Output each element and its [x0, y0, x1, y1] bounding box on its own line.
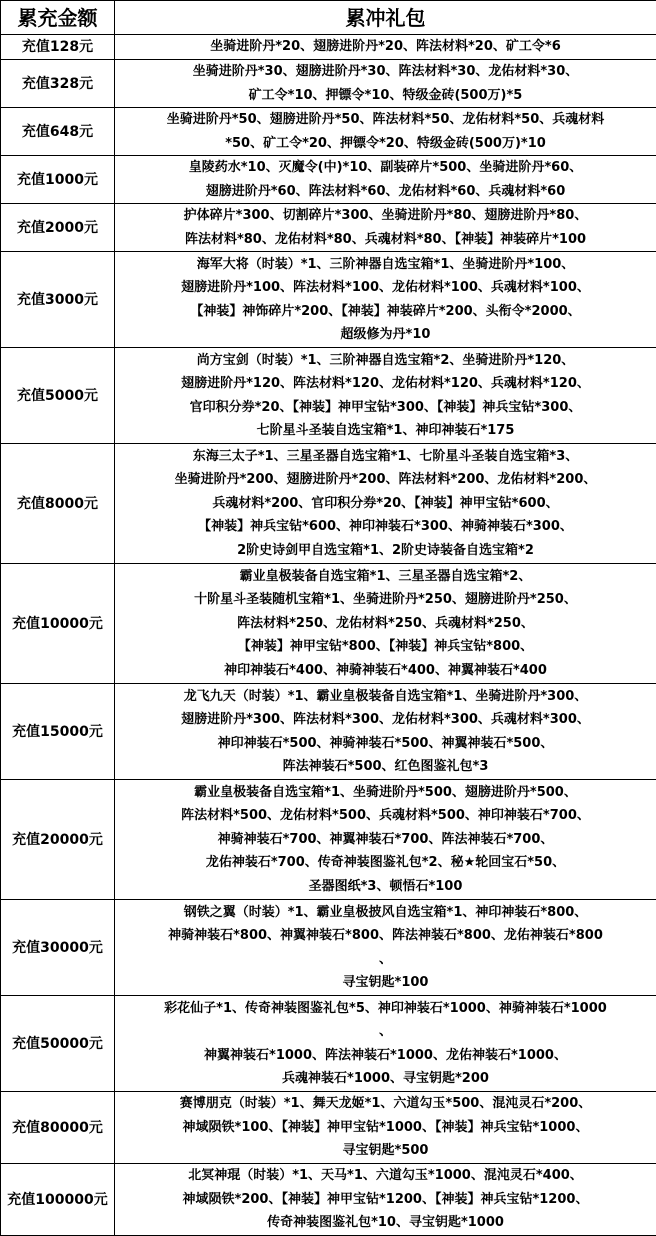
recharge-amount: 充值328元 — [1, 60, 115, 108]
reward-list: 坐骑进阶丹*20、翅膀进阶丹*20、阵法材料*20、矿工令*6 — [115, 35, 656, 60]
reward-list: 龙飞九天（时装）*1、霸业皇极装备自选宝箱*1、坐骑进阶丹*300、 翅膀进阶丹*300、阵法材料*300、龙佑材料*300、兵魂材料*300、 神印神装石*500、神骑神装石*500、神翼神装石*500、 阵法神装石*500、红色图鉴礼包*3 — [115, 684, 656, 780]
table-row — [1, 108, 656, 156]
table-row — [1, 1092, 656, 1164]
reward-list: 彩花仙子*1、传奇神装图鉴礼包*5、神印神装石*1000、神骑神装石*1000 、 神翼神装石*1000、阵法神装石*1000、龙佑神装石*1000、 兵魂神装石*1000、寻宝钥匙*200 — [115, 996, 656, 1092]
recharge-amount: 充值100000元 — [1, 1164, 115, 1236]
recharge-amount: 充值128元 — [1, 35, 115, 60]
recharge-amount: 充值50000元 — [1, 996, 115, 1092]
recharge-amount: 充值5000元 — [1, 348, 115, 444]
table-row — [1, 996, 656, 1092]
reward-list: 坐骑进阶丹*30、翅膀进阶丹*30、阵法材料*30、龙佑材料*30、 矿工令*10、押镖令*10、特级金砖(500万)*5 — [115, 60, 656, 108]
table-row — [1, 444, 656, 564]
reward-list: 北冥神琨（时装）*1、天马*1、六道勾玉*1000、混沌灵石*400、 神域陨铁*200、【神装】神甲宝钻*1200、【神装】神兵宝钻*1200、 传奇神装图鉴礼包*10、寻宝钥匙*1000 — [115, 1164, 656, 1236]
amount-column-header: 累充金额 — [1, 1, 115, 35]
reward-list: 皇陵药水*10、灭魔令(中)*10、副装碎片*500、坐骑进阶丹*60、 翅膀进阶丹*60、阵法材料*60、龙佑材料*60、兵魂材料*60 — [115, 156, 656, 204]
table-row — [1, 780, 656, 900]
table-row — [1, 60, 656, 108]
reward-list: 尚方宝剑（时装）*1、三阶神器自选宝箱*2、坐骑进阶丹*120、 翅膀进阶丹*120、阵法材料*120、龙佑材料*120、兵魂材料*120、 官印积分券*20、【神装】神甲宝钻*300、【神装】神兵宝钻*300、 七阶星斗圣装自选宝箱*1、神印神装石*175 — [115, 348, 656, 444]
reward-list: 海军大将（时装）*1、三阶神器自选宝箱*1、坐骑进阶丹*100、 翅膀进阶丹*100、阵法材料*100、龙佑材料*100、兵魂材料*100、 【神装】神饰碎片*200、【神装】神装碎片*200、头衔令*2000、 超级修为丹*10 — [115, 252, 656, 348]
table-header-row — [1, 1, 656, 35]
table-row — [1, 35, 656, 60]
reward-list: 霸业皇极装备自选宝箱*1、坐骑进阶丹*500、翅膀进阶丹*500、 阵法材料*500、龙佑材料*500、兵魂材料*500、神印神装石*700、 神骑神装石*700、神翼神装石*700、阵法神装石*700、 龙佑神装石*700、传奇神装图鉴礼包*2、秘★轮回宝石*50、 圣器图纸*3、顿悟石*100 — [115, 780, 656, 900]
table-row — [1, 252, 656, 348]
recharge-amount: 充值3000元 — [1, 252, 115, 348]
recharge-amount: 充值648元 — [1, 108, 115, 156]
recharge-amount: 充值15000元 — [1, 684, 115, 780]
recharge-amount: 充值2000元 — [1, 204, 115, 252]
recharge-amount: 充值1000元 — [1, 156, 115, 204]
gift-column-header: 累冲礼包 — [115, 1, 656, 35]
reward-list: 坐骑进阶丹*50、翅膀进阶丹*50、阵法材料*50、龙佑材料*50、兵魂材料 *50、矿工令*20、押镖令*20、特级金砖(500万)*10 — [115, 108, 656, 156]
table-row — [1, 348, 656, 444]
table-row — [1, 900, 656, 996]
recharge-amount: 充值20000元 — [1, 780, 115, 900]
recharge-amount: 充值10000元 — [1, 564, 115, 684]
reward-list: 护体碎片*300、切割碎片*300、坐骑进阶丹*80、翅膀进阶丹*80、 阵法材料*80、龙佑材料*80、兵魂材料*80、【神装】神装碎片*100 — [115, 204, 656, 252]
recharge-amount: 充值8000元 — [1, 444, 115, 564]
recharge-amount: 充值80000元 — [1, 1092, 115, 1164]
table-row — [1, 684, 656, 780]
reward-list: 赛博朋克（时装）*1、舞天龙姬*1、六道勾玉*500、混沌灵石*200、 神域陨铁*100、【神装】神甲宝钻*1000、【神装】神兵宝钻*1000、 寻宝钥匙*500 — [115, 1092, 656, 1164]
reward-list: 霸业皇极装备自选宝箱*1、三星圣器自选宝箱*2、 十阶星斗圣装随机宝箱*1、坐骑进阶丹*250、翅膀进阶丹*250、 阵法材料*250、龙佑材料*250、兵魂材料*250、 【神装】神甲宝钻*800、【神装】神兵宝钻*800、 神印神装石*400、神骑神装石*400、神翼神装石*400 — [115, 564, 656, 684]
table-row — [1, 204, 656, 252]
reward-list: 钢铁之翼（时装）*1、霸业皇极披风自选宝箱*1、神印神装石*800、 神骑神装石*800、神翼神装石*800、阵法神装石*800、龙佑神装石*800 、 寻宝钥匙*100 — [115, 900, 656, 996]
table-row — [1, 564, 656, 684]
table-row — [1, 156, 656, 204]
reward-list: 东海三太子*1、三星圣器自选宝箱*1、七阶星斗圣装自选宝箱*3、 坐骑进阶丹*200、翅膀进阶丹*200、阵法材料*200、龙佑材料*200、 兵魂材料*200、官印积分券*20、【神装】神甲宝钻*600、 【神装】神兵宝钻*600、神印神装石*300、神骑神装石*300、 2阶史诗剑甲自选宝箱*1、2阶史诗装备自选宝箱*2 — [115, 444, 656, 564]
recharge-amount: 充值30000元 — [1, 900, 115, 996]
table-row — [1, 1164, 656, 1236]
